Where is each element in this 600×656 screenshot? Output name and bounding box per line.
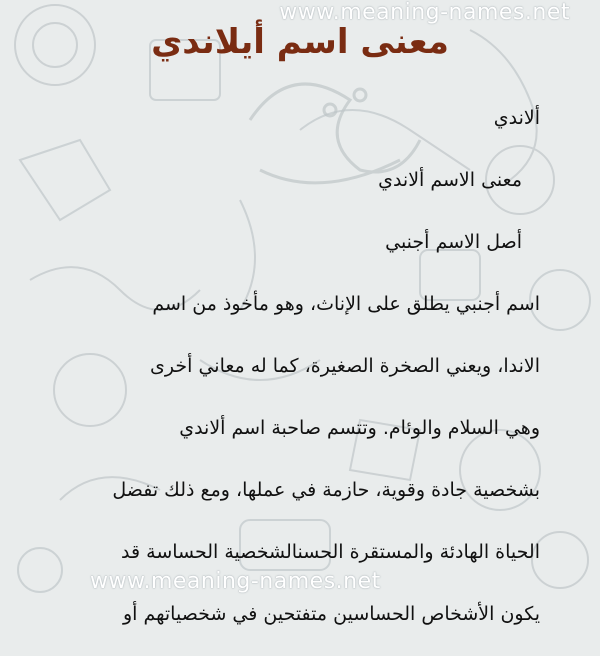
description-line: يكون الأشخاص الحساسين متفتحين في شخصياتهم أو (123, 603, 540, 625)
description-line: وهي السلام والوئام. وتتسم صاحبة اسم ألاندي (179, 417, 540, 439)
watermark-top: www.meaning-names.net (279, 0, 570, 25)
description-line: الحياة الهادئة والمستقرة الحسنالشخصية الحساسة قد (121, 541, 540, 563)
description-line: بشخصية جادة وقوية، حازمة في عملها، ومع ذلك تفضل (112, 479, 540, 501)
origin-line: أصل الاسم أجنبي (385, 231, 522, 253)
page-title: معنى اسم أيلاندي (151, 22, 449, 62)
description-line: الاندا، ويعني الصخرة الصغيرة، كما له معاني أخرى (150, 355, 540, 377)
name-line: ألاندي (493, 107, 540, 129)
description-line: اسم أجنبي يطلق على الإناث، وهو مأخوذ من اسم (152, 293, 540, 315)
watermark-bottom: www.meaning-names.net (90, 569, 381, 594)
meaning-heading: معنى الاسم ألاندي (378, 169, 522, 191)
